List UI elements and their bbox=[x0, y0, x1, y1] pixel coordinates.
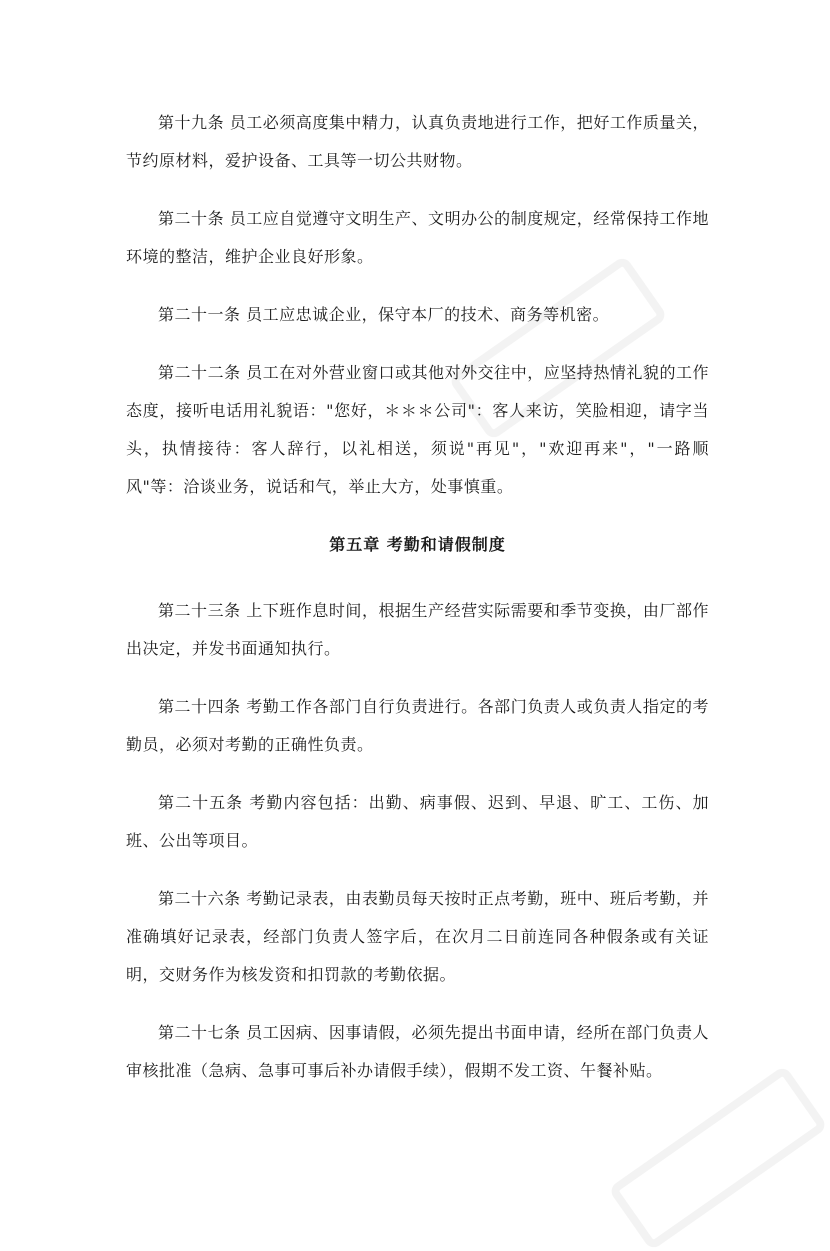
article-23: 第二十三条 上下班作息时间，根据生产经营实际需要和季节变换，由厂部作出决定，并发书面通知执行。 bbox=[126, 601, 709, 658]
article-24: 第二十四条 考勤工作各部门自行负责进行。各部门负责人或负责人指定的考勤员，必须对考勤的正确性负责。 bbox=[126, 697, 709, 754]
article-25: 第二十五条 考勤内容包括：出勤、病事假、迟到、早退、旷工、工伤、加班、公出等项目。 bbox=[126, 793, 709, 850]
article-20: 第二十条 员工应自觉遵守文明生产、文明办公的制度规定，经常保持工作地环境的整洁，维护企业良好形象。 bbox=[126, 209, 709, 266]
article-19: 第十九条 员工必须高度集中精力，认真负责地进行工作，把好工作质量关，节约原材料，爱护设备、工具等一切公共财物。 bbox=[126, 113, 709, 170]
article-21: 第二十一条 员工应忠诚企业，保守本厂的技术、商务等机密。 bbox=[158, 305, 610, 324]
article-22: 第二十二条 员工在对外营业窗口或其他对外交往中，应坚持热情礼貌的工作态度，接听电话用礼貌语："您好，＊＊＊公司"：客人来访，笑脸相迎，请字当头，执情接待：客人辞行，以礼相送，须说"再见"，"欢迎再来"，"一路顺风"等：洽谈业务，说话和气，举止大方，处事慎重。 bbox=[126, 363, 709, 496]
article-27: 第二十七条 员工因病、因事请假，必须先提出书面申请，经所在部门负责人审核批准（急病、急事可事后补办请假手续），假期不发工资、午餐补贴。 bbox=[126, 1023, 709, 1080]
chapter-title: 第五章 考勤和请假制度 bbox=[329, 535, 506, 554]
document-body bbox=[126, 104, 709, 1110]
article-26: 第二十六条 考勤记录表，由表勤员每天按时正点考勤，班中、班后考勤，并准确填好记录表，经部门负责人签字后，在次月二日前连同各种假条或有关证明，交财务作为核发资和扣罚款的考勤依据。 bbox=[126, 889, 709, 984]
